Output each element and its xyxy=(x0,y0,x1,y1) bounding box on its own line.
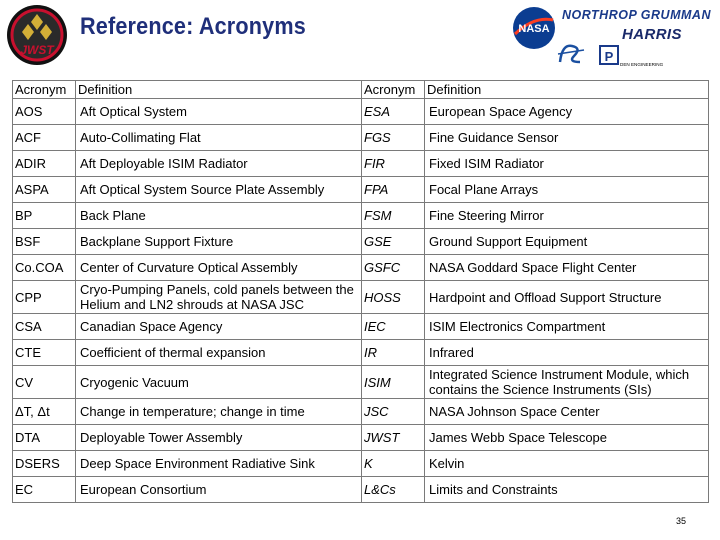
definition-cell: Canadian Space Agency xyxy=(76,314,362,340)
acronym-cell: FIR xyxy=(362,151,425,177)
definition-cell: Deployable Tower Assembly xyxy=(76,425,362,451)
ball-logo xyxy=(556,40,586,66)
definition-cell: Ground Support Equipment xyxy=(425,229,709,255)
definition-cell: Hardpoint and Offload Support Structure xyxy=(425,281,709,314)
definition-cell: Auto-Collimating Flat xyxy=(76,125,362,151)
acronym-cell: JWST xyxy=(362,425,425,451)
acronym-cell: EC xyxy=(13,477,76,503)
definition-cell: Integrated Science Instrument Module, which contains the Science Instruments (SIs) xyxy=(425,366,709,399)
page-number: 35 xyxy=(676,516,687,526)
nasa-logo-label: NASA xyxy=(518,23,550,35)
acronym-cell: ESA xyxy=(362,99,425,125)
table-row xyxy=(13,177,709,203)
acronym-cell: CPP xyxy=(13,281,76,314)
acronym-cell: CV xyxy=(13,366,76,399)
table-row xyxy=(13,366,709,399)
acronym-cell: GSFC xyxy=(362,255,425,281)
acronym-cell: IR xyxy=(362,340,425,366)
table-row xyxy=(13,125,709,151)
definition-cell: Cryogenic Vacuum xyxy=(76,366,362,399)
definition-cell: Fine Steering Mirror xyxy=(425,203,709,229)
column-header-acronym: Acronym xyxy=(13,81,76,99)
acronym-cell: BP xyxy=(13,203,76,229)
acronym-cell: ΔT, Δt xyxy=(13,399,76,425)
table-row xyxy=(13,451,709,477)
acronym-cell: DTA xyxy=(13,425,76,451)
jwst-logo xyxy=(6,4,68,66)
definition-cell: Fine Guidance Sensor xyxy=(425,125,709,151)
acronym-cell: HOSS xyxy=(362,281,425,314)
definition-cell: James Webb Space Telescope xyxy=(425,425,709,451)
page-title: Reference: Acronyms xyxy=(80,13,306,40)
column-header-definition: Definition xyxy=(76,81,362,99)
column-header-acronym: Acronym xyxy=(362,81,425,99)
table-row xyxy=(13,281,709,314)
acronym-cell: FSM xyxy=(362,203,425,229)
acronym-cell: ADIR xyxy=(13,151,76,177)
definition-cell: Back Plane xyxy=(76,203,362,229)
table-header-row xyxy=(13,81,709,99)
table-row xyxy=(13,399,709,425)
svg-text:P: P xyxy=(604,49,614,64)
definition-cell: European Consortium xyxy=(76,477,362,503)
acronym-cell: L&Cs xyxy=(362,477,425,503)
definition-cell: Aft Optical System Source Plate Assembly xyxy=(76,177,362,203)
acronym-cell: AOS xyxy=(13,99,76,125)
acronym-cell: JSC xyxy=(362,399,425,425)
table-row xyxy=(13,340,709,366)
table-row xyxy=(13,314,709,340)
acronym-cell: ACF xyxy=(13,125,76,151)
acronym-cell: FGS xyxy=(362,125,425,151)
definition-cell: Kelvin xyxy=(425,451,709,477)
slide-header xyxy=(0,0,720,80)
engineering-logo-label: DEN ENGINEERING xyxy=(620,62,664,67)
jwst-logo-label: JWST xyxy=(20,43,54,57)
acronym-cell: K xyxy=(362,451,425,477)
northrop-grumman-logo: NORTHROP GRUMMAN xyxy=(562,8,711,22)
definition-cell: Coefficient of thermal expansion xyxy=(76,340,362,366)
definition-cell: Fixed ISIM Radiator xyxy=(425,151,709,177)
table-row xyxy=(13,203,709,229)
acronym-cell: Co.COA xyxy=(13,255,76,281)
column-header-definition: Definition xyxy=(425,81,709,99)
definition-cell: NASA Johnson Space Center xyxy=(425,399,709,425)
acronym-cell: CTE xyxy=(13,340,76,366)
definition-cell: Infrared xyxy=(425,340,709,366)
acronym-cell: FPA xyxy=(362,177,425,203)
acronym-cell: ASPA xyxy=(13,177,76,203)
table-row xyxy=(13,425,709,451)
table-row xyxy=(13,229,709,255)
table-row xyxy=(13,255,709,281)
table-row xyxy=(13,99,709,125)
acronym-cell: BSF xyxy=(13,229,76,255)
definition-cell: Change in temperature; change in time xyxy=(76,399,362,425)
acronym-cell: IEC xyxy=(362,314,425,340)
definition-cell: Aft Deployable ISIM Radiator xyxy=(76,151,362,177)
harris-logo: HARRIS xyxy=(622,26,682,43)
definition-cell: Deep Space Environment Radiative Sink xyxy=(76,451,362,477)
table-row xyxy=(13,477,709,503)
definition-cell: Center of Curvature Optical Assembly xyxy=(76,255,362,281)
definition-cell: Cryo-Pumping Panels, cold panels between the Helium and LN2 shrouds at NASA JSC xyxy=(76,281,362,314)
acronym-cell: ISIM xyxy=(362,366,425,399)
definition-cell: Backplane Support Fixture xyxy=(76,229,362,255)
definition-cell: Limits and Constraints xyxy=(425,477,709,503)
definition-cell: NASA Goddard Space Flight Center xyxy=(425,255,709,281)
acronym-cell: GSE xyxy=(362,229,425,255)
definition-cell: ISIM Electronics Compartment xyxy=(425,314,709,340)
nasa-logo xyxy=(512,6,556,50)
definition-cell: Aft Optical System xyxy=(76,99,362,125)
definition-cell: Focal Plane Arrays xyxy=(425,177,709,203)
acronyms-table xyxy=(12,80,709,503)
engineering-logo xyxy=(584,44,664,68)
table-row xyxy=(13,151,709,177)
definition-cell: European Space Agency xyxy=(425,99,709,125)
acronym-cell: DSERS xyxy=(13,451,76,477)
acronym-cell: CSA xyxy=(13,314,76,340)
